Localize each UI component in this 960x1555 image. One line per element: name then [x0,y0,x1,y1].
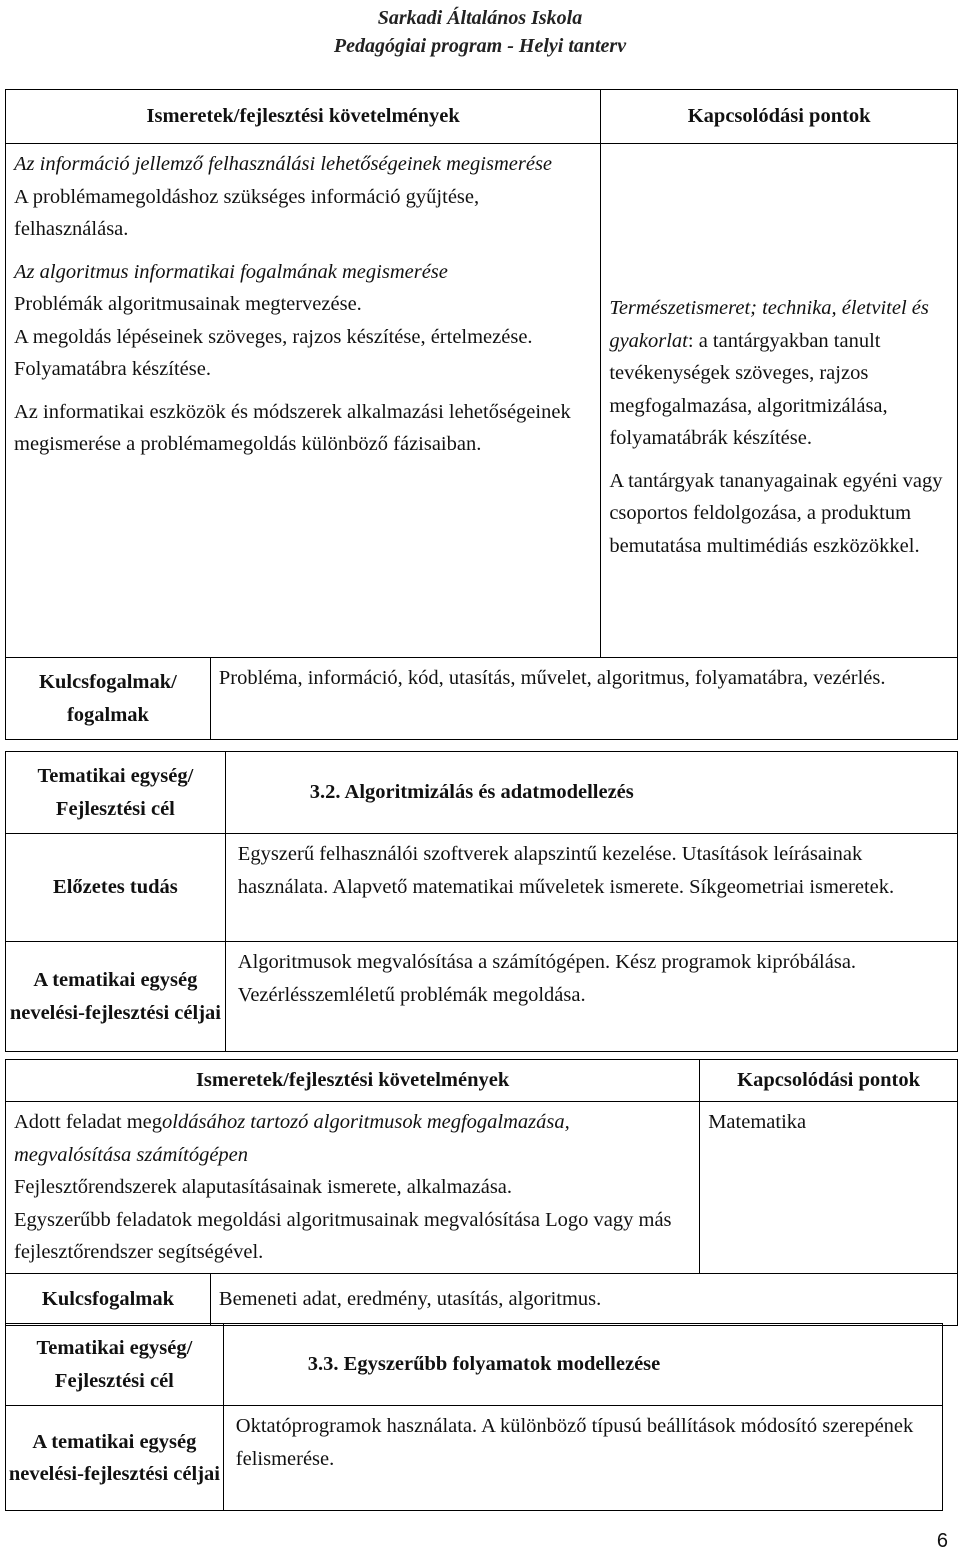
connections-cell: Matematika [700,1102,958,1274]
topic-title: 3.3. Egyszerűbb folyamatok modellezése [223,1324,942,1406]
page-number: 6 [936,1530,948,1552]
goals-label: A tematikai egység nevelési-fejlesztési céljai [6,942,226,1052]
topic-title: 3.2. Algoritmizálás és adatmodellezés [225,752,957,834]
key-concepts-label: Kulcsfogalmak [6,1273,211,1325]
req-text: Egyszerűbb feladatok megoldási algoritmusainak megvalósítása Logo vagy más fejlesztőrendszer segítségével. [14,1208,672,1263]
prior-knowledge-label: Előzetes tudás [6,834,226,942]
req-text: Az algoritmus informatikai fogalmának megismerése [14,260,448,283]
requirements-cell [6,1102,700,1274]
connections-cell [601,144,958,658]
goals-label: A tematikai egység nevelési-fejlesztési céljai [6,1406,224,1511]
req-text [14,1106,691,1171]
unit32-table [5,751,958,1052]
req-text: A problémamegoldáshoz szükséges információ gyűjtése, felhasználása. [14,185,480,240]
connections-header: Kapcsolódási pontok [601,90,958,144]
prior-knowledge-text: Egyszerű felhasználói szoftverek alapszintű kezelése. Utasítások leírásainak használata. Alapvető matematikai műveletek ismerete. Síkgeometriai ismeretek. [225,834,957,942]
req-text: Fejlesztőrendszerek alaputasításainak ismerete, alkalmazása. [14,1176,513,1198]
connection-subjects: Természetismeret; technika, életvitel és gyakorlat [609,297,929,352]
topic-label: Tematikai egység/ Fejlesztési cél [6,752,226,834]
connection-text [609,292,949,455]
requirements-header: Ismeretek/fejlesztési követelmények [6,1060,700,1102]
key-concepts-label: Kulcsfogalmak/ fogalmak [6,658,211,740]
document-title: Pedagógiai program - Helyi tanterv [333,35,627,57]
unit33-table [5,1323,943,1511]
req-text: Folyamatábra készítése. [14,358,211,380]
req-text: Az információ jellemző felhasználási lehetőségeinek megismerése [14,153,553,175]
connection-description: : a tantárgyakban tanult tevékenységek szöveges, rajzos megfogalmazása, algoritmizálása, folyamatábrák készítése. [609,329,888,449]
goals-text: Oktatóprogramok használata. A különböző típusú beállítások módosító szerepének felismerése. [223,1406,942,1511]
section1-table [5,89,958,740]
key-concepts-text: Bemeneti adat, eredmény, utasítás, algoritmus. [210,1273,957,1325]
req-text: Az informatikai eszközök és módszerek alkalmazási lehetőségeinek megismerése a problémamegoldás különböző fázisaiban. [14,400,571,455]
school-name: Sarkadi Általános Iskola [377,7,583,29]
req-text: A megoldás lépéseinek szöveges, rajzos készítése, értelmezése. [14,325,533,348]
goals-text: Algoritmusok megvalósítása a számítógépen. Kész programok kipróbálása. Vezérlésszemléletű problémák megoldása. [225,942,957,1052]
req-text-italic: oldásához tartozó algoritmusok megfogalmazása, megvalósítása számítógépen [14,1111,570,1166]
requirements-cell [6,144,601,658]
requirements-header: Ismeretek/fejlesztési követelmények [6,90,601,144]
page-header [0,4,960,60]
unit32-req-table [5,1059,958,1326]
connections-header: Kapcsolódási pontok [700,1060,958,1102]
key-concepts-text: Probléma, információ, kód, utasítás, művelet, algoritmus, folyamatábra, vezérlés. [210,658,957,740]
req-text-start: Adott feladat meg [14,1111,163,1133]
req-text: Problémák algoritmusainak megtervezése. [14,293,362,315]
topic-label: Tematikai egység/ Fejlesztési cél [6,1324,224,1406]
connection-text: A tantárgyak tananyagainak egyéni vagy csoportos feldolgozása, a produktum bemutatása multimédiás eszközökkel. [609,469,943,557]
